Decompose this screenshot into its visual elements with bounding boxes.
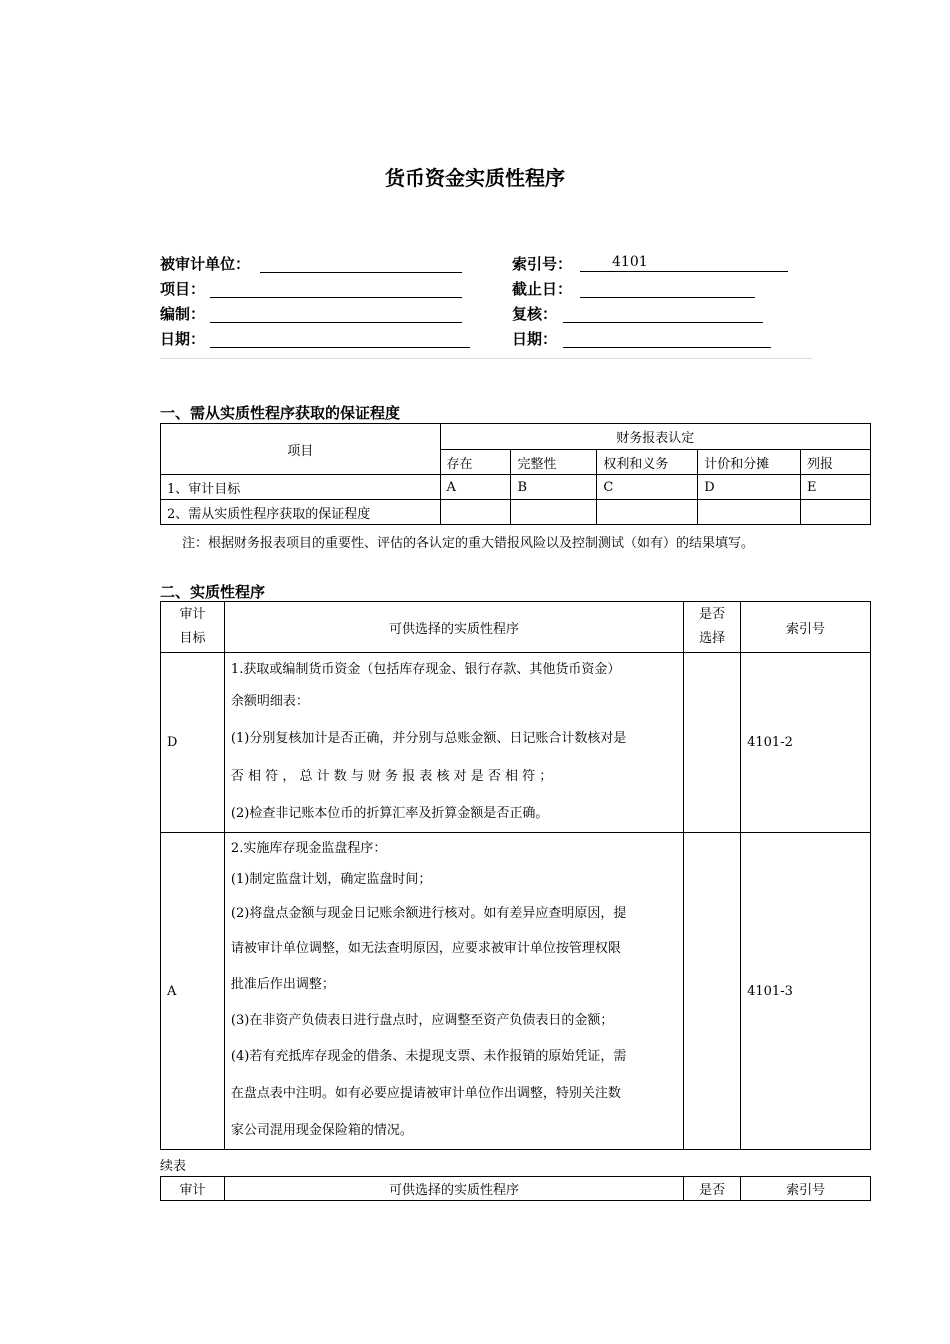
- procedure-line: 请被审计单位调整，如无法查明原因，应要求被审计单位按管理权限: [230, 941, 621, 956]
- project-field[interactable]: [210, 279, 462, 298]
- objective-cell: E: [801, 475, 871, 500]
- header-line: 是否: [699, 607, 726, 622]
- procedure-line: (1)制定监盘计划，确定监盘时间；: [230, 872, 432, 887]
- selected-cell[interactable]: [684, 833, 741, 1150]
- date-label-right: 日期：: [512, 330, 558, 348]
- procedure-line: 余额明细表：: [230, 694, 309, 709]
- procedure-line: (3)在非资产负债表日进行盘点时，应调整至资产负债表日的金额；: [230, 1013, 614, 1028]
- procedure-line: 批准后作出调整；: [230, 977, 335, 992]
- cutoff-field[interactable]: [580, 279, 755, 298]
- col-selected-header: [684, 602, 741, 653]
- prepared-field[interactable]: [210, 304, 462, 323]
- objective-cell: D: [161, 653, 225, 833]
- project-label: 项目：: [160, 280, 206, 298]
- audited-unit-label: 被审计单位：: [160, 255, 251, 273]
- procedure-cell: [224, 653, 683, 833]
- col-item-header: 项目: [161, 424, 441, 475]
- date-field-left[interactable]: [210, 329, 470, 348]
- assertion-header: 计价和分摊: [698, 450, 801, 475]
- col-procedure-header: 可供选择的实质性程序: [224, 1177, 683, 1201]
- procedure-line: (2)检查非记账本位币的折算汇率及折算金额是否正确。: [230, 806, 549, 821]
- procedure-line: 家公司混用现金保险箱的情况。: [230, 1123, 413, 1138]
- continued-table: [160, 1176, 871, 1201]
- date-field-right[interactable]: [563, 329, 771, 348]
- col-selected-header: 是否: [684, 1177, 741, 1201]
- header-line: 选择: [699, 631, 726, 646]
- objective-cell: B: [511, 475, 597, 500]
- index-cell: 4101-2: [741, 653, 871, 833]
- col-index-header: 索引号: [741, 602, 871, 653]
- continued-label: 续表: [160, 1159, 187, 1174]
- index-cell: 4101-3: [741, 833, 871, 1150]
- row-label: 2、需从实质性程序获取的保证程度: [161, 500, 441, 525]
- procedure-line: 2.实施库存现金监盘程序：: [230, 841, 387, 856]
- assertion-header: 权利和义务: [597, 450, 698, 475]
- index-label: 索引号：: [512, 255, 573, 273]
- header-divider: [160, 358, 812, 359]
- assurance-input-cell[interactable]: [597, 500, 698, 525]
- selected-cell[interactable]: [684, 653, 741, 833]
- review-field[interactable]: [563, 304, 763, 323]
- prepared-label: 编制：: [160, 305, 206, 323]
- date-label-left: 日期：: [160, 330, 206, 348]
- procedure-line: (2)将盘点金额与现金日记账余额进行核对。如有差异应查明原因，提: [230, 906, 627, 921]
- objective-cell: C: [597, 475, 698, 500]
- header-line: 目标: [179, 631, 206, 646]
- col-procedure-header: 可供选择的实质性程序: [224, 602, 683, 653]
- header-line: 审计: [179, 607, 206, 622]
- row-label: 1、审计目标: [161, 475, 441, 500]
- assertion-header: 存在: [440, 450, 511, 475]
- table-row: [161, 500, 871, 525]
- assurance-input-cell[interactable]: [511, 500, 597, 525]
- col-objective-header: [161, 602, 225, 653]
- page-title: 货币资金实质性程序: [385, 166, 565, 190]
- section1-note: 注：根据财务报表项目的重要性、评估的各认定的重大错报风险以及控制测试（如有）的结果填写。: [182, 536, 755, 551]
- objective-cell: A: [161, 833, 225, 1150]
- assertion-header: 列报: [801, 450, 871, 475]
- section1-heading: 一、需从实质性程序获取的保证程度: [160, 404, 401, 422]
- procedure-cell: [224, 833, 683, 1150]
- col-objective-header: 审计: [161, 1177, 225, 1201]
- assurance-input-cell[interactable]: [801, 500, 871, 525]
- cutoff-label: 截止日：: [512, 280, 573, 298]
- procedure-line: (1)分别复核加计是否正确，并分别与总账金额、日记账合计数核对是: [230, 731, 627, 746]
- procedure-line: 在盘点表中注明。如有必要应提请被审计单位作出调整，特别关注数: [230, 1086, 621, 1101]
- table-row: [161, 475, 871, 500]
- objective-cell: D: [698, 475, 801, 500]
- procedures-table: [160, 601, 871, 1150]
- section2-heading: 二、实质性程序: [160, 583, 266, 601]
- col-group-header: 财务报表认定: [440, 424, 870, 450]
- procedure-row: [161, 833, 871, 1150]
- objective-cell: A: [440, 475, 511, 500]
- assurance-input-cell[interactable]: [698, 500, 801, 525]
- procedure-line: 否 相 符 ， 总 计 数 与 财 务 报 表 核 对 是 否 相 符 ；: [230, 769, 553, 784]
- assurance-input-cell[interactable]: [440, 500, 511, 525]
- audited-unit-field[interactable]: [260, 254, 462, 273]
- index-field[interactable]: 4101: [580, 254, 788, 272]
- procedure-line: (4)若有充抵库存现金的借条、未提现支票、未作报销的原始凭证，需: [230, 1049, 627, 1064]
- col-index-header: 索引号: [741, 1177, 871, 1201]
- procedure-line: 1.获取或编制货币资金（包括库存现金、银行存款、其他货币资金）: [230, 662, 621, 677]
- assurance-table: [160, 423, 871, 525]
- assertion-header: 完整性: [511, 450, 597, 475]
- procedure-row: [161, 653, 871, 833]
- review-label: 复核：: [512, 305, 558, 323]
